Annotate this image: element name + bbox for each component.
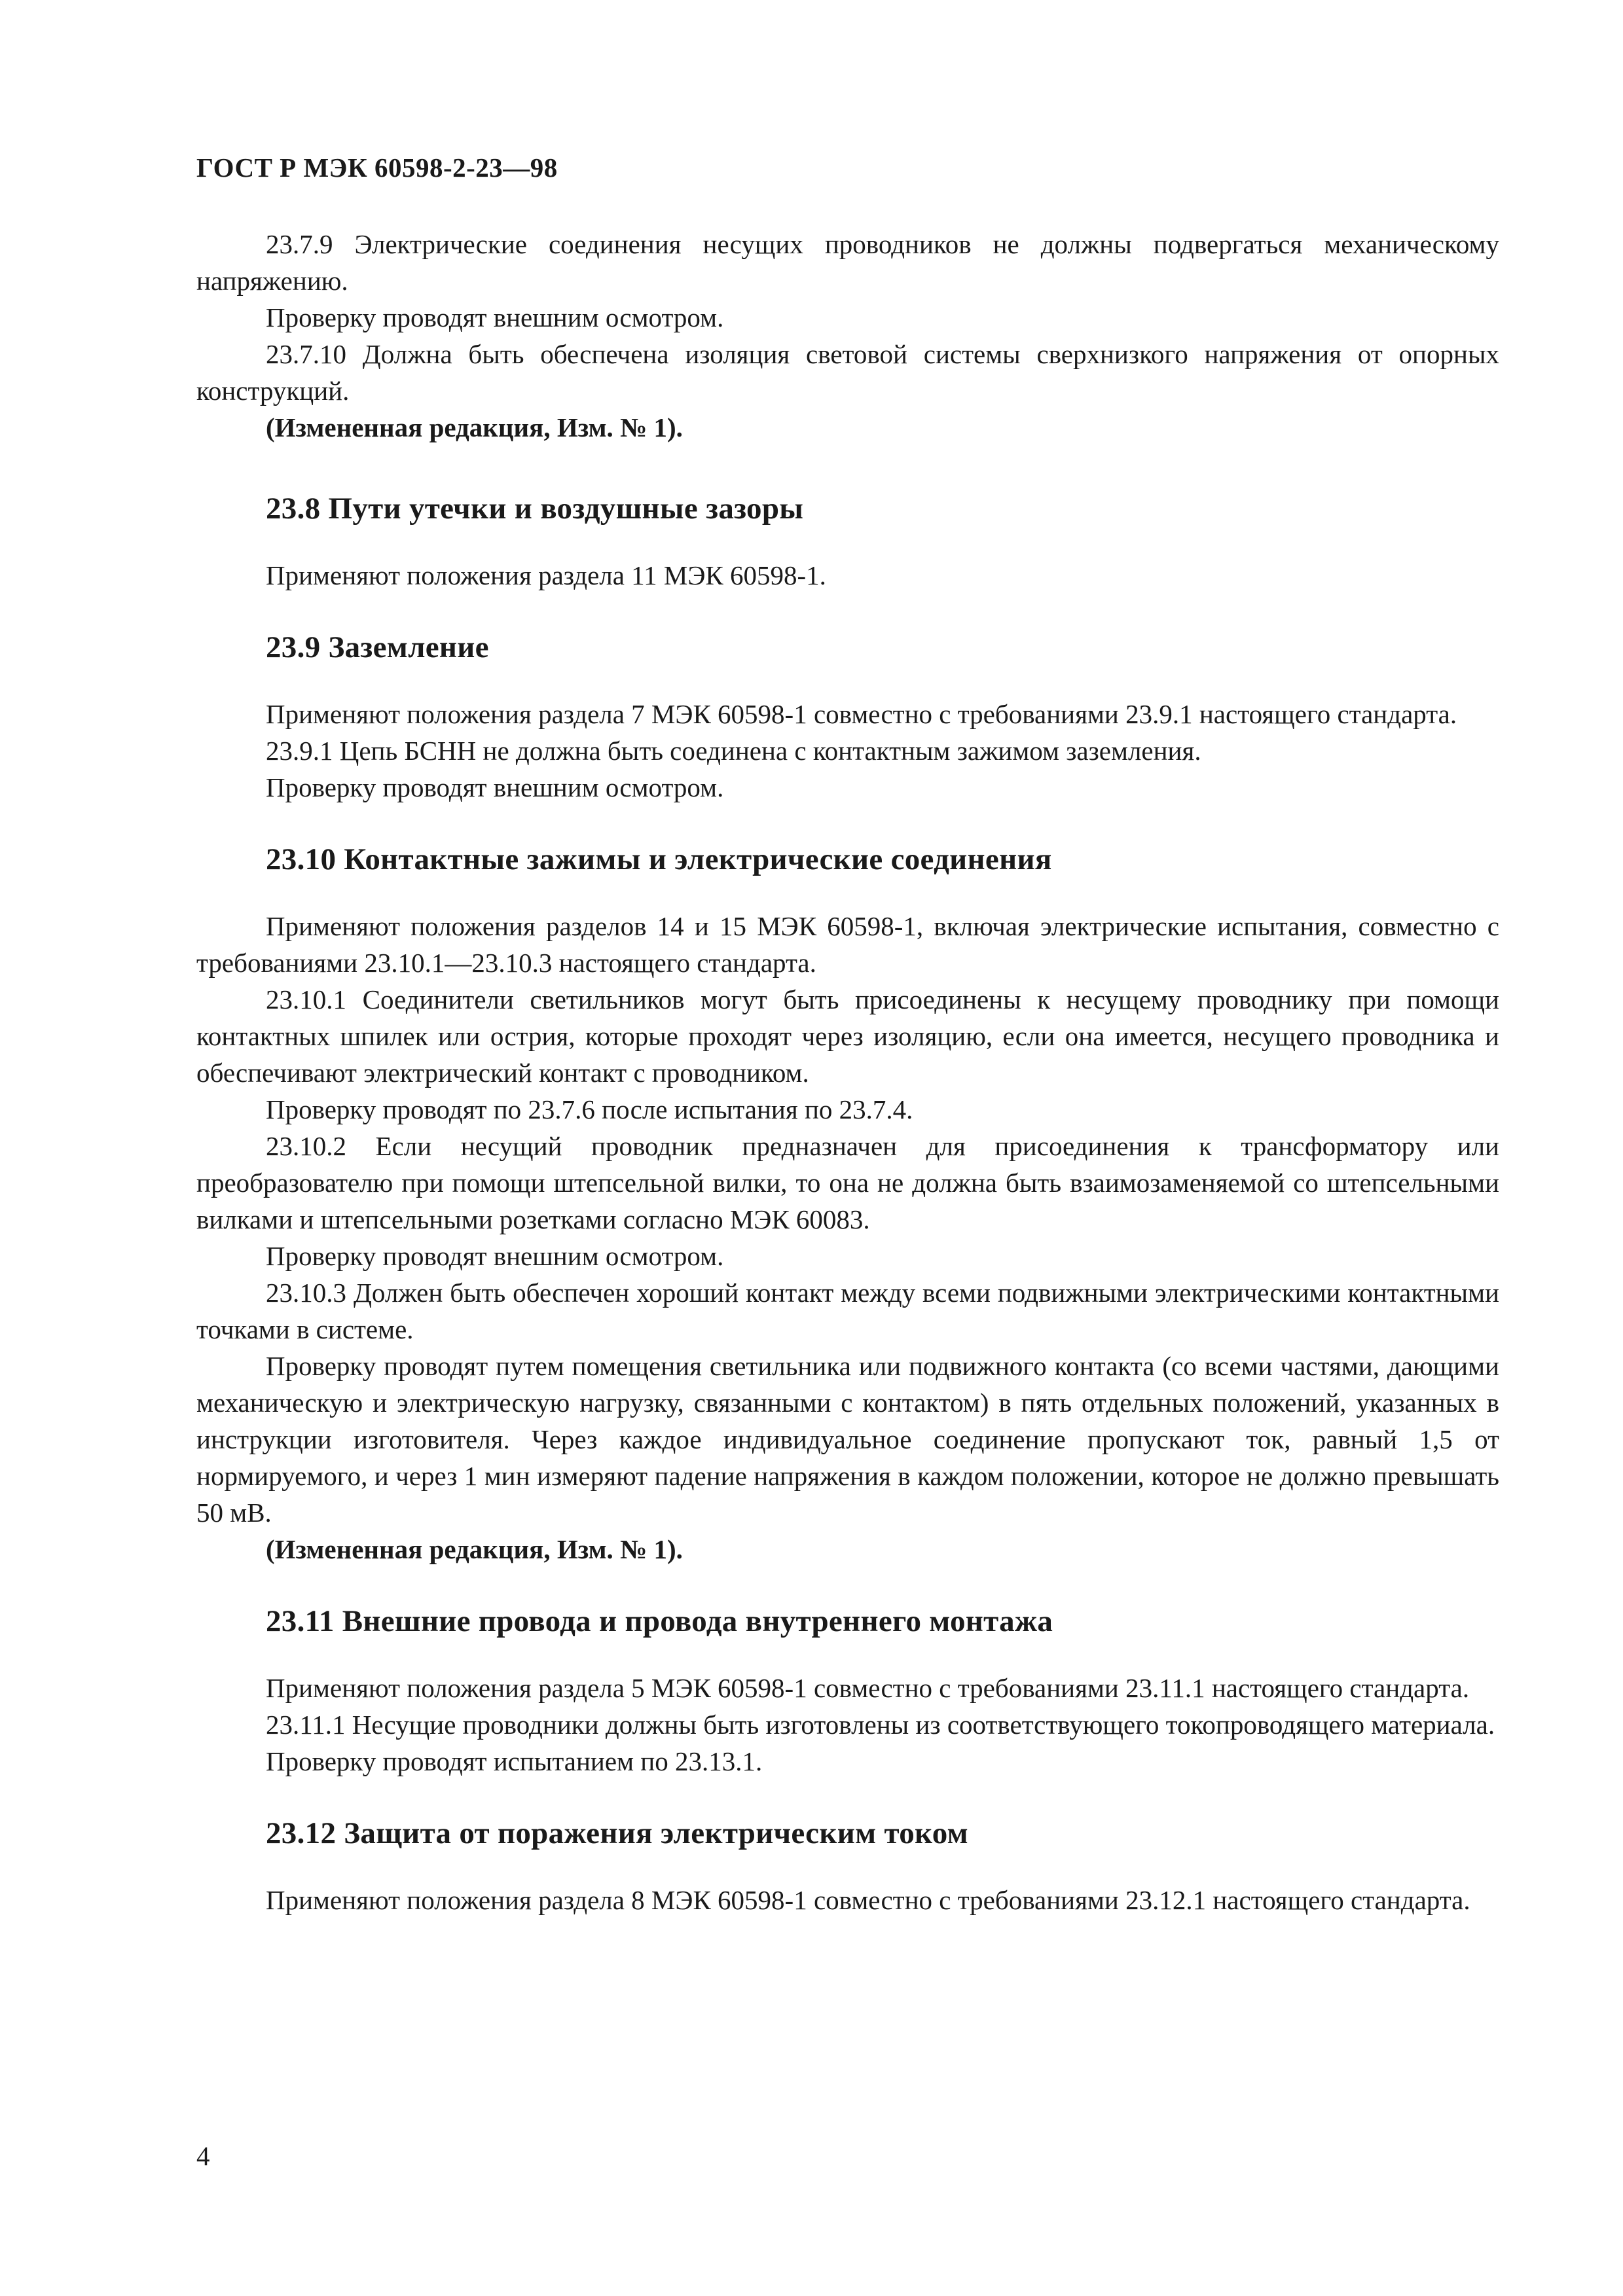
paragraph: Применяют положения раздела 11 МЭК 60598-1. [266, 560, 826, 590]
page-number: 4 [196, 2141, 210, 2171]
paragraph-23-9-1: 23.9.1 Цепь БСНН не должна быть соединена с контактным зажимом заземления. [266, 736, 1201, 766]
paragraph-23-7-9: 23.7.9 Электрические соединения несущих проводников не должны подвергаться механическому напряжению. [196, 229, 1499, 296]
paragraph-check-visual: Проверку проводят внешним осмотром. [266, 1241, 724, 1271]
section-heading-23-10: 23.10 Контактные зажимы и электрические соединения [266, 842, 1052, 876]
paragraph-23-10-1: 23.10.1 Соединители светильников могут быть присоединены к несущему проводнику при помощи контактных шпилек или острия, которые проходят через изоляцию, если она имеется, несущего проводника и обеспечивают электрический контакт с проводником. [196, 984, 1499, 1088]
paragraph: Применяют положения раздела 5 МЭК 60598-1 совместно с требованиями 23.11.1 настоящего стандарта. [266, 1673, 1470, 1703]
paragraph-23-10-2: 23.10.2 Если несущий проводник предназначен для присоединения к трансформатору или преобразователю при помощи штепсельной вилки, то она не должна быть взаимозаменяемой со штепсельными вилками и штепсельными розетками согласно МЭК 60083. [196, 1131, 1499, 1234]
paragraph-23-7-10: 23.7.10 Должна быть обеспечена изоляция световой системы сверхнизкого напряжения от опорных конструкций. [196, 339, 1499, 406]
paragraph-check-visual: Проверку проводят внешним осмотром. [266, 772, 724, 802]
section-heading-23-11: 23.11 Внешние провода и провода внутреннего монтажа [266, 1604, 1053, 1638]
document-body [196, 226, 1499, 1918]
paragraph: Применяют положения раздела 7 МЭК 60598-1 совместно с требованиями 23.9.1 настоящего стандарта. [266, 699, 1457, 729]
amendment-note: (Измененная редакция, Изм. № 1). [266, 412, 683, 442]
section-heading-23-8: 23.8 Пути утечки и воздушные зазоры [266, 492, 804, 526]
paragraph-check-procedure: Проверку проводят путем помещения светильника или подвижного контакта (со всеми частями, дающими механическую и электрическую нагрузку, связанными с контактом) в пять отдельных положений, указанных в инструкции изготовителя. Через каждое индивидуальное соединение пропускают ток, равный 1,5 от нормируемого, и через 1 мин измеряют падение напряжения в каждом положении, которое не должно превышать 50 мВ. [196, 1351, 1499, 1528]
paragraph: Применяют положения раздела 8 МЭК 60598-1 совместно с требованиями 23.12.1 настоящего стандарта. [266, 1885, 1470, 1915]
paragraph-check: Проверку проводят испытанием по 23.13.1. [266, 1746, 763, 1776]
paragraph: Применяют положения разделов 14 и 15 МЭК 60598-1, включая электрические испытания, совместно с требованиями 23.10.1—23.10.3 настоящего стандарта. [196, 911, 1499, 978]
section-heading-23-9: 23.9 Заземление [266, 630, 489, 664]
amendment-note: (Измененная редакция, Изм. № 1). [266, 1534, 683, 1564]
document-code-header: ГОСТ Р МЭК 60598-2-23—98 [196, 152, 558, 183]
paragraph-23-10-3: 23.10.3 Должен быть обеспечен хороший контакт между всеми подвижными электрическими контактными точками в системе. [196, 1278, 1499, 1344]
paragraph-check: Проверку проводят по 23.7.6 после испытания по 23.7.4. [266, 1094, 913, 1124]
paragraph-check-visual: Проверку проводят внешним осмотром. [266, 302, 724, 332]
section-heading-23-12: 23.12 Защита от поражения электрическим током [266, 1816, 968, 1850]
paragraph-23-11-1: 23.11.1 Несущие проводники должны быть изготовлены из соответствующего токопроводящего материала. [266, 1710, 1495, 1740]
